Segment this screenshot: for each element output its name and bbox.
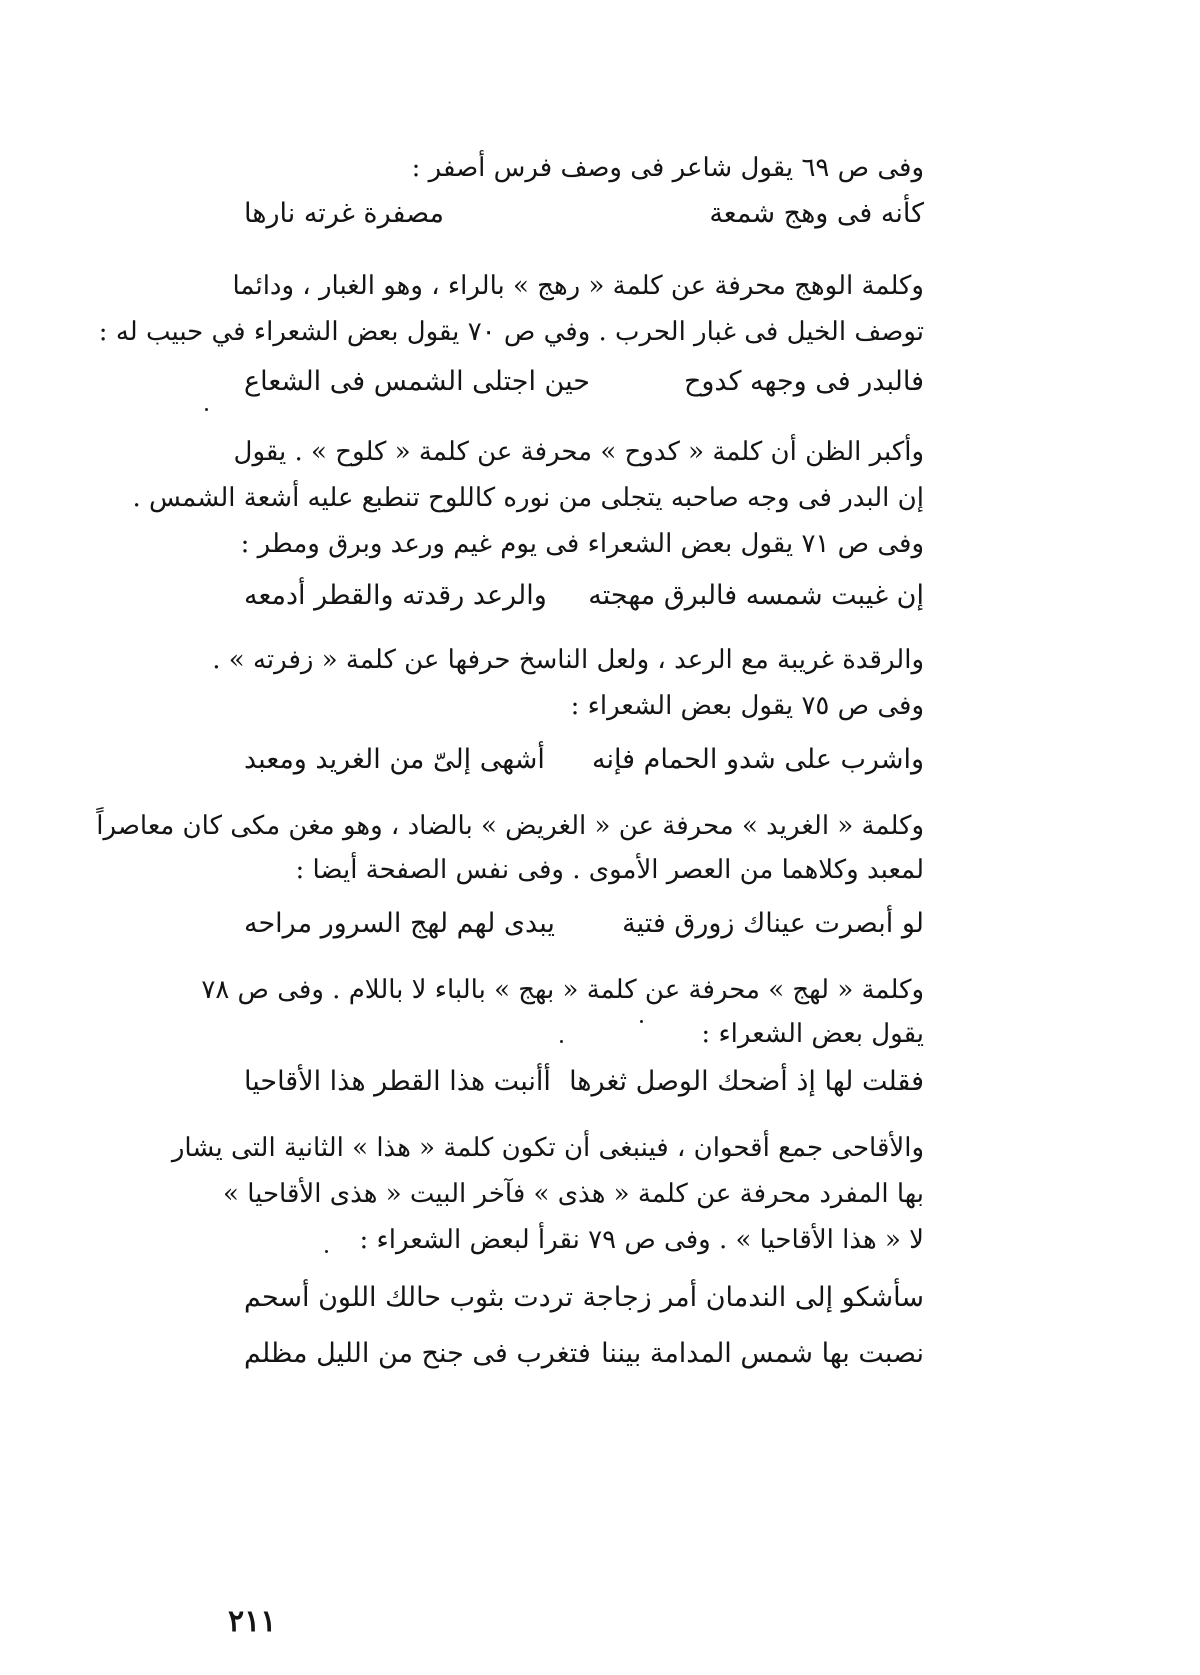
verse-line bbox=[244, 574, 924, 618]
prose-line: والرقدة غريبة مع الرعد ، ولعل الناسخ حرفها عن كلمة « زفرته » . bbox=[212, 645, 924, 675]
verse-first-hemistich: فالبدر فى وجهه كدوح bbox=[683, 366, 924, 397]
verse-first-hemistich: إن غيبت شمسه فالبرق مهجته bbox=[588, 580, 924, 611]
verse-first-hemistich: كأنه فى وهج شمعة bbox=[709, 198, 924, 229]
verse-line bbox=[244, 360, 924, 404]
prose-line: لمعبد وكلاهما من العصر الأموى . وفى نفس الصفحة أيضا : bbox=[295, 855, 924, 885]
verse-line bbox=[244, 902, 924, 946]
print-speck bbox=[640, 1020, 643, 1023]
verse-line bbox=[244, 192, 924, 236]
prose-line: بها المفرد محرفة عن كلمة « هذى » فآخر البيت « هذى الأقاحيا » bbox=[223, 1179, 924, 1209]
prose-line: وأكبر الظن أن كلمة « كدوح » محرفة عن كلمة « كلوح » . يقول bbox=[233, 437, 924, 467]
prose-line: إن البدر فى وجه صاحبه يتجلى من نوره كاللوح تنطبع عليه أشعة الشمس . bbox=[132, 483, 924, 513]
verse-second-hemistich: فتغرب فى جنح من الليل مظلم bbox=[244, 1338, 591, 1369]
prose-line: وفى ص ٦٩ يقول شاعر فى وصف فرس أصفر : bbox=[411, 153, 924, 183]
verse-first-hemistich: نصبت بها شمس المدامة بيننا bbox=[601, 1338, 924, 1369]
verse-line bbox=[244, 1060, 924, 1104]
verse-first-hemistich: لو أبصرت عيناك زورق فتية bbox=[622, 908, 924, 939]
prose-line: والأقاحى جمع أقحوان ، فينبغى أن تكون كلمة « هذا » الثانية التى يشار bbox=[171, 1133, 924, 1163]
verse-second-hemistich: مصفرة غرته نارها bbox=[244, 198, 444, 229]
prose-line: لا « هذا الأقاحيا » . وفى ص ٧٩ نقرأ لبعض الشعراء : bbox=[359, 1225, 924, 1255]
verse-first-hemistich: فقلت لها إذ أضحك الوصل ثغرها bbox=[569, 1066, 924, 1097]
verse-second-hemistich: يبدى لهم لهج السرور مراحه bbox=[244, 908, 555, 939]
verse-second-hemistich: والرعد رقدته والقطر أدمعه bbox=[244, 580, 547, 611]
verse-second-hemistich: أشهى إلىّ من الغريد ومعبد bbox=[244, 744, 545, 775]
verse-line bbox=[244, 1276, 924, 1320]
prose-line: وفى ص ٧١ يقول بعض الشعراء فى يوم غيم ورعد وبرق ومطر : bbox=[240, 529, 924, 559]
verse-second-hemistich: أأنبت هذا القطر هذا الأقاحيا bbox=[244, 1066, 551, 1097]
verse-second-hemistich: حين اجتلى الشمس فى الشعاع bbox=[244, 366, 590, 397]
prose-line: وفى ص ٧٥ يقول بعض الشعراء : bbox=[570, 691, 924, 721]
verse-first-hemistich: سأشكو إلى الندمان أمر زجاجة bbox=[582, 1282, 924, 1313]
print-speck bbox=[325, 1250, 328, 1253]
prose-line: يقول بعض الشعراء : bbox=[701, 1019, 924, 1049]
verse-first-hemistich: واشرب على شدو الحمام فإنه bbox=[591, 744, 924, 775]
prose-line: وكلمة الوهج محرفة عن كلمة « رهج » بالراء ، وهو الغبار ، ودائما bbox=[232, 271, 924, 301]
prose-line: توصف الخيل فى غبار الحرب . وفي ص ٧٠ يقول بعض الشعراء في حبيب له : bbox=[98, 317, 924, 347]
verse-line bbox=[244, 738, 924, 782]
prose-line: وكلمة « لهج » محرفة عن كلمة « بهج » بالباء لا باللام . وفى ص ٧٨ bbox=[201, 975, 924, 1005]
verse-second-hemistich: تردت بثوب حالك اللون أسحم bbox=[244, 1282, 574, 1313]
verse-line bbox=[244, 1332, 924, 1376]
page-number: ٢١١ bbox=[228, 1604, 277, 1639]
print-speck bbox=[560, 1040, 563, 1043]
prose-line: وكلمة « الغريد » محرفة عن « الغريض » بالضاد ، وهو مغن مكى كان معاصراً bbox=[96, 811, 924, 841]
print-speck bbox=[205, 408, 208, 411]
